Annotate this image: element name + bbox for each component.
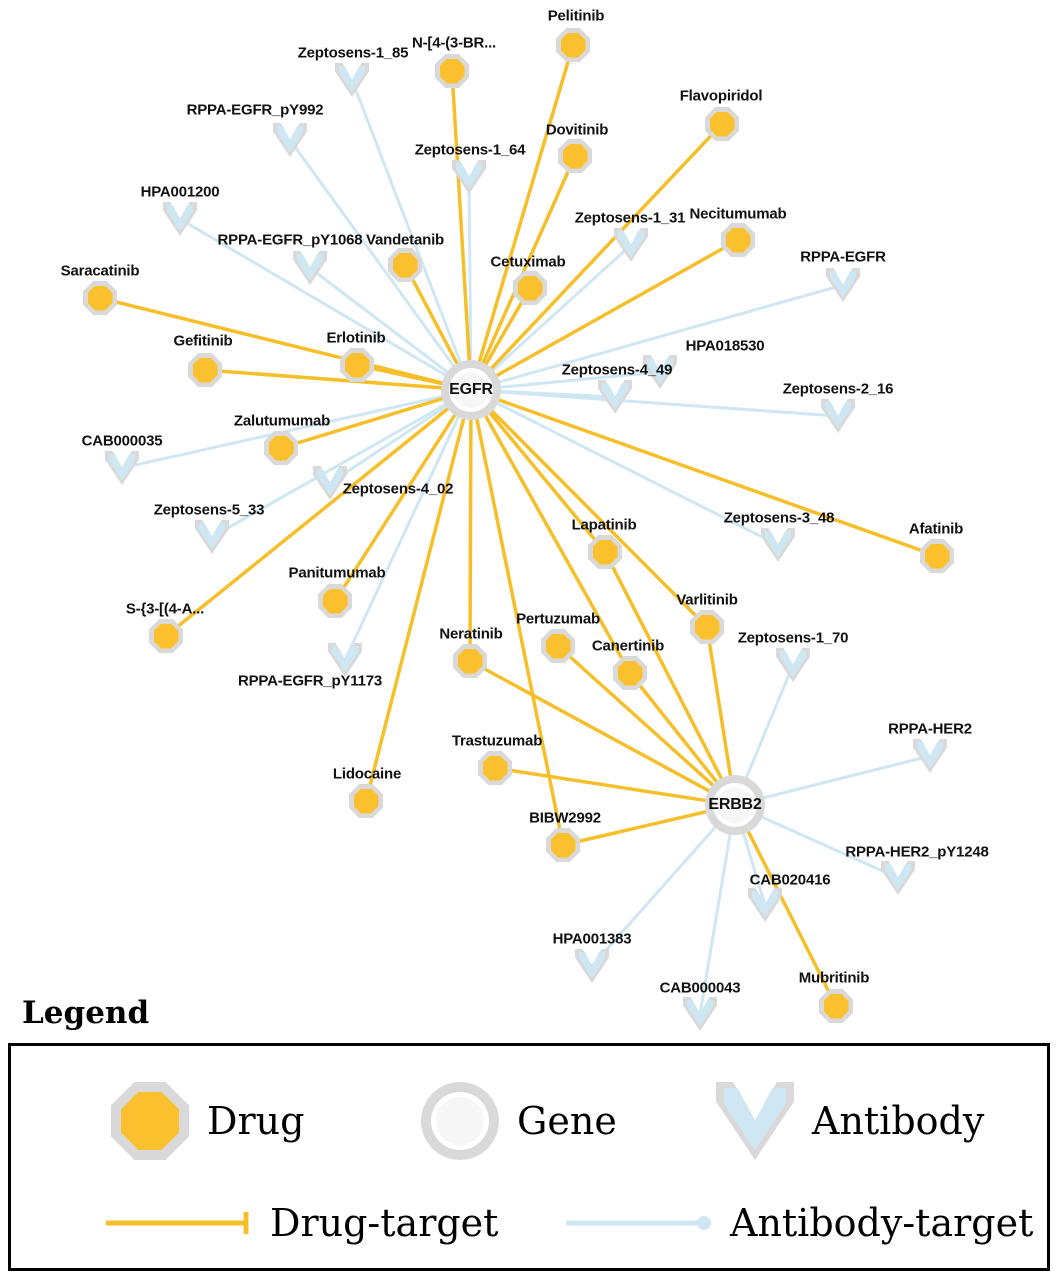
antibody-node[interactable] [913,739,947,773]
antibody-node-label: HPA001383 [552,930,632,948]
antibody-node[interactable] [826,268,860,302]
drug-node[interactable] [340,348,374,382]
drug-node-label: Saracatinib [60,262,140,280]
antibody-node-label: RPPA-HER2 [888,720,972,738]
antibody-edge-icon [566,1208,716,1238]
drug-node-label: Neratinib [439,625,503,643]
graph-edge [452,71,469,360]
antibody-node-label: RPPA-HER2_pY1248 [845,843,989,861]
antibody-node-label: Zeptosens-1_85 [297,44,409,62]
drug-node[interactable] [478,751,512,785]
antibody-node-label: CAB020416 [749,871,831,889]
drug-node[interactable] [690,610,724,644]
antibody-node-label: CAB000035 [81,432,163,450]
drug-node-label: Varlitinib [676,591,738,609]
antibody-node-label: CAB000043 [659,979,741,997]
drug-node[interactable] [588,535,622,569]
drug-node[interactable] [613,656,647,690]
antibody-node[interactable] [881,861,915,895]
legend-label-drug-target: Drug-target [270,1201,499,1245]
drug-node-label: Cetuximab [490,253,566,271]
drug-node-icon [111,1082,189,1160]
graph-edge [499,400,937,556]
graph-edge [764,756,930,798]
drug-node-label: Flavopiridol [679,87,763,105]
graph-edge [492,121,722,368]
graph-edge [342,417,458,660]
antibody-node[interactable] [761,528,795,562]
drug-node[interactable] [721,223,755,257]
drug-node-label: Pertuzumab [516,610,600,628]
antibody-node[interactable] [683,997,717,1031]
drug-node-label: N-[4-(3-BR... [411,34,497,52]
drug-node-label: BIBW2992 [529,809,601,827]
graph-edge [707,627,730,775]
legend-label-antibody-target: Antibody-target [730,1201,1034,1245]
legend-item-antibody-target [566,1201,1033,1245]
antibody-node-label: HPA001200 [140,183,220,201]
antibody-node[interactable] [776,648,810,682]
drug-node[interactable] [435,54,469,88]
drug-node-label: Erlotinib [326,329,386,347]
drug-edge-icon [106,1208,256,1238]
antibody-node-label: Zeptosens-3_48 [723,509,835,527]
antibody-node[interactable] [748,888,782,922]
antibody-node[interactable] [575,949,609,983]
drug-node-label: Panitumumab [288,564,386,582]
legend-box [8,1043,1050,1271]
drug-node-label: S-{3-[(4-A... [125,600,205,618]
legend-item-drug [111,1082,304,1160]
antibody-node-label: Zeptosens-5_33 [153,501,265,519]
antibody-node-label: RPPA-EGFR [800,248,886,266]
antibody-node[interactable] [598,380,632,414]
antibody-node[interactable] [335,63,369,97]
antibody-node-label: RPPA-EGFR_pY1173 [237,672,383,690]
drug-node-label: Trastuzumab [451,732,543,750]
gene-node-label: ERBB2 [708,796,762,813]
drug-node-label: Lidocaine [332,765,402,783]
drug-node-label: Zalutumumab [233,412,331,430]
drug-node[interactable] [188,353,222,387]
drug-node-label: Mubritinib [798,969,870,987]
drug-node-label: Canertinib [591,637,665,655]
legend-item-gene [421,1082,617,1160]
antibody-node-label: Zeptosens-4_49 [561,361,673,379]
antibody-node[interactable] [452,160,486,194]
antibody-node-label: RPPA-EGFR_pY1068 [217,231,363,249]
antibody-node-label: Zeptosens-2_16 [782,380,894,398]
drug-node-label: Pelitinib [547,7,605,25]
antibody-node[interactable] [273,123,307,157]
antibody-node-label: HPA018530 [685,337,765,355]
legend-title: Legend [22,995,150,1031]
antibody-node-label: Zeptosens-1_64 [414,141,526,159]
drug-node[interactable] [541,629,575,663]
antibody-node[interactable] [614,228,648,262]
gene-node-icon [421,1082,499,1160]
drug-node-label: Dovitinib [545,121,609,139]
antibody-node[interactable] [821,399,855,433]
drug-node[interactable] [149,619,183,653]
drug-node-label: Lapatinib [571,516,637,534]
antibody-node-label: Zeptosens-1_70 [737,629,849,647]
drug-node[interactable] [513,271,547,305]
drug-node[interactable] [318,584,352,618]
drug-node-label: Vandetanib [365,231,445,249]
legend-label-gene: Gene [517,1099,617,1143]
graph-edge [480,45,573,361]
drug-node-label: Gefitinib [173,332,233,350]
drug-node[interactable] [920,539,954,573]
drug-node[interactable] [556,28,590,62]
drug-node[interactable] [349,784,383,818]
antibody-node-label: Zeptosens-1_31 [574,209,686,227]
legend-label-drug: Drug [207,1099,305,1143]
drug-node[interactable] [264,431,298,465]
drug-node[interactable] [453,644,487,678]
antibody-node[interactable] [195,520,229,554]
antibody-node-label: RPPA-EGFR_pY992 [186,101,324,119]
antibody-node-icon [716,1082,794,1160]
drug-node-label: Afatinib [908,520,964,538]
antibody-node[interactable] [105,451,139,485]
drug-node[interactable] [558,139,592,173]
drug-node[interactable] [546,828,580,862]
drug-node[interactable] [705,107,739,141]
legend-item-antibody [716,1082,984,1160]
antibody-node-label: Zeptosens-4_02 [342,480,454,498]
drug-node-label: Necitumumab [689,205,787,223]
gene-node-label: EGFR [449,381,493,398]
legend-item-drug-target [106,1201,498,1245]
legend-label-antibody: Antibody [812,1099,985,1143]
drug-node[interactable] [388,248,422,282]
antibody-node[interactable] [163,202,197,236]
drug-node[interactable] [83,281,117,315]
graph-edge [100,298,442,383]
drug-node[interactable] [819,989,853,1023]
graph-edge [352,80,460,362]
antibody-node[interactable] [293,251,327,285]
